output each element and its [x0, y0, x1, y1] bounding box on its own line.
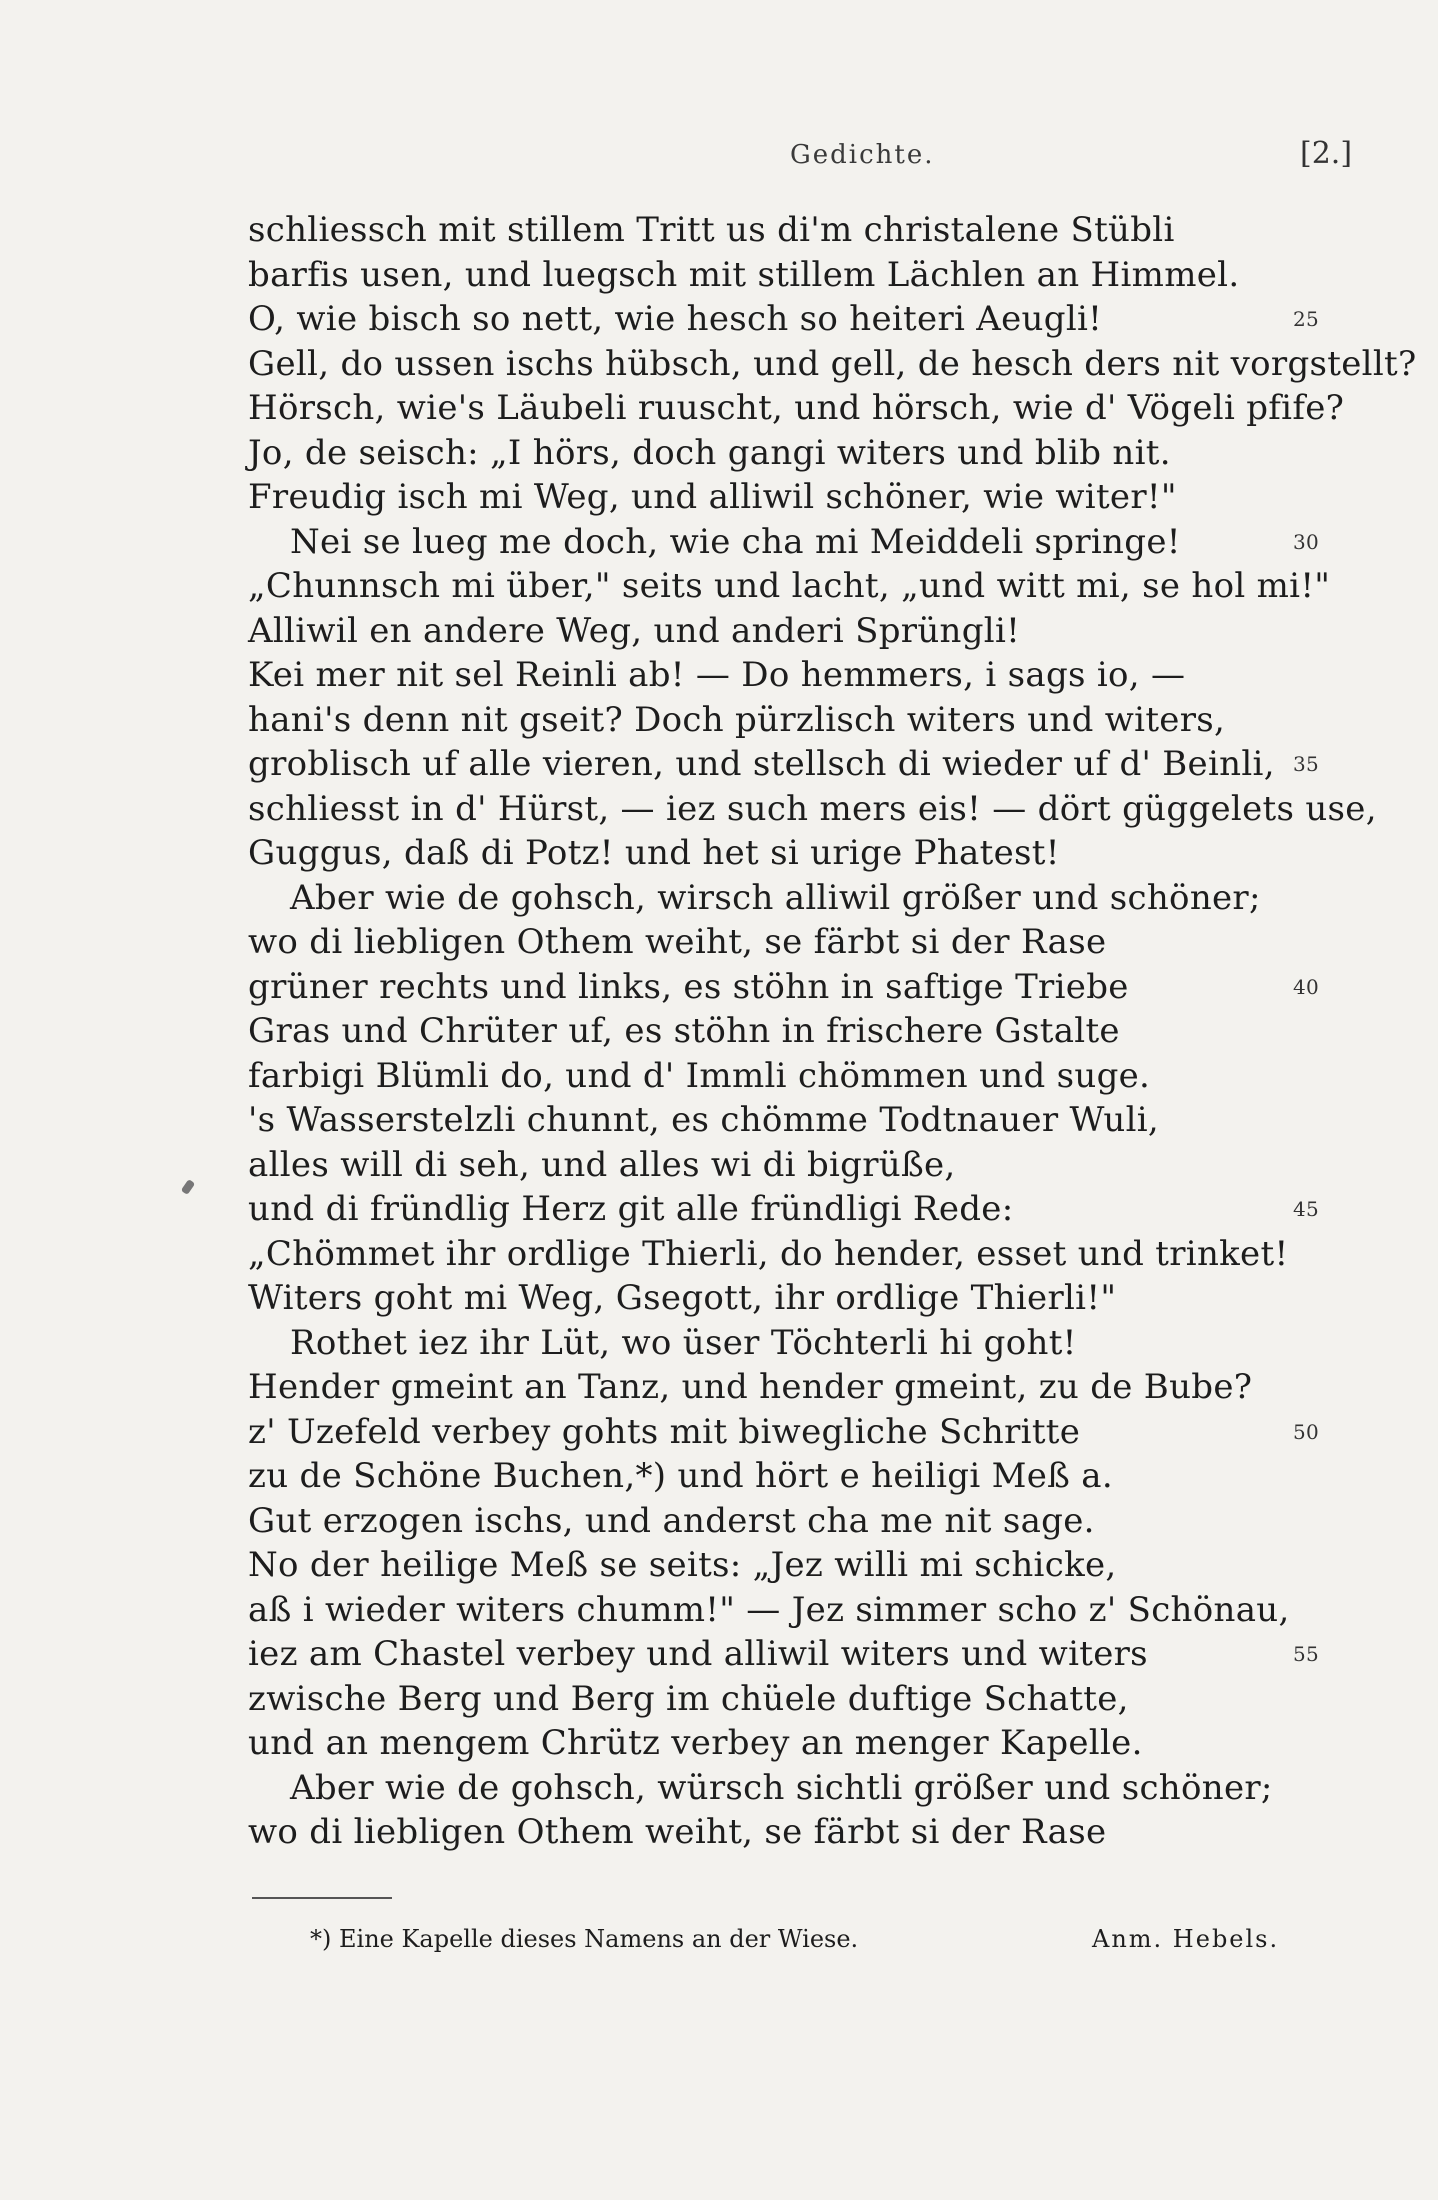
verse-line-text: Jo, de seisch: „I hörs, doch gangi witers und blib nit.	[248, 432, 1171, 473]
verse-line	[248, 831, 1268, 876]
verse-line-text: alles will di seh, und alles wi di bigrüße,	[248, 1144, 956, 1185]
verse-line-text: Witers goht mi Weg, Gsegott, ihr ordlige Thierli!"	[248, 1278, 1117, 1318]
verse-line-text: schliessch mit stillem Tritt us di'm christalene Stübli	[248, 210, 1175, 250]
verse-line	[248, 475, 1268, 520]
footnote-text: *) Eine Kapelle dieses Namens an der Wiese.	[310, 1925, 859, 1953]
verse-line-text: zwische Berg und Berg im chüele duftige Schatte,	[248, 1678, 1129, 1719]
footnote-attribution: Anm. Hebels.	[1092, 1925, 1280, 1953]
line-number: 40	[1293, 974, 1320, 999]
verse-line-text: barfis usen, und luegsch mit stillem Lächlen an Himmel.	[248, 254, 1240, 295]
footnote-rule	[252, 1897, 392, 1899]
verse-line	[248, 208, 1268, 253]
line-number: 25	[1293, 307, 1320, 331]
verse-line-text: aß i wieder witers chumm!" — Jez simmer scho z' Schönau,	[248, 1589, 1290, 1630]
verse-line	[248, 1499, 1268, 1544]
verse-line	[248, 920, 1268, 965]
verse-line-text: zu de Schöne Buchen,*) und hört e heiligi Meß a.	[248, 1456, 1113, 1496]
verse-line-text: Freudig isch mi Weg, und alliwil schöner, wie witer!"	[248, 477, 1177, 517]
verse-line-text: Hender gmeint an Tanz, und hender gmeint, zu de Bube?	[248, 1367, 1253, 1407]
verse-line-text: schliesst in d' Hürst, — iez such mers eis! — dört güggelets use,	[248, 788, 1377, 829]
verse-line	[248, 1632, 1320, 1677]
verse-line-text: 's Wasserstelzli chunnt, es chömme Todtnauer Wuli,	[248, 1100, 1160, 1140]
verse-line	[248, 386, 1345, 431]
verse-line	[248, 1187, 1320, 1232]
running-header-title: Gedichte.	[790, 140, 935, 170]
verse-line	[248, 1276, 1268, 1321]
verse-line-text: „Chunnsch mi über," seits und lacht, „und witt mi, se hol mi!"	[248, 566, 1331, 606]
verse-line-text: z' Uzefeld verbey gohts mit biwegliche Schritte	[248, 1411, 1081, 1452]
verse-line-text: Gell, do ussen ischs hübsch, und gell, de hesch ders nit vorgstellt?	[248, 343, 1417, 384]
verse-line	[248, 342, 1417, 387]
verse-line-text: wo di liebligen Othem weiht, se färbt si der Rase	[248, 922, 1107, 962]
verse-line	[248, 520, 1320, 565]
verse-line-text: Gut erzogen ischs, und anderst cha me nit sage.	[248, 1500, 1095, 1541]
line-number: 35	[1293, 752, 1320, 776]
verse-line-text: iez am Chastel verbey und alliwil witers und witers	[248, 1634, 1148, 1674]
verse-line	[248, 965, 1320, 1010]
verse-line	[248, 564, 1331, 609]
line-number: 30	[1293, 529, 1320, 554]
verse-line	[248, 1410, 1320, 1455]
verse-line-text: Hörsch, wie's Läubeli ruuscht, und hörsch, wie d' Vögeli pfife?	[248, 388, 1345, 428]
verse-line-text: Aber wie de gohsch, wirsch alliwil größer und schöner;	[290, 877, 1261, 918]
verse-line	[248, 1232, 1289, 1277]
verse-line	[248, 1766, 1273, 1811]
verse-line-text: No der heilige Meß se seits: „Jez willi mi schicke,	[248, 1545, 1117, 1585]
verse-line-text: Guggus, daß di Potz! und het si urige Phatest!	[248, 833, 1060, 873]
verse-line-text: Rothet iez ihr Lüt, wo üser Töchterli hi goht!	[290, 1322, 1077, 1363]
verse-line	[248, 609, 1268, 654]
verse-line-text: „Chömmet ihr ordlige Thierli, do hender, esset und trinket!	[248, 1233, 1289, 1274]
verse-line	[248, 1321, 1268, 1366]
verse-line-text: und an mengem Chrütz verbey an menger Kapelle.	[248, 1723, 1143, 1763]
verse-line-text: Alliwil en andere Weg, und anderi Sprüngli!	[248, 610, 1021, 651]
verse-line	[248, 742, 1320, 787]
verse-line	[248, 297, 1320, 342]
verse-line	[248, 1143, 1268, 1188]
verse-line-text: und di fründlig Herz git alle fründligi Rede:	[248, 1189, 1014, 1229]
verse-line	[248, 787, 1377, 832]
verse-line	[248, 653, 1268, 698]
verse-line	[248, 1543, 1268, 1588]
page-number: [2.]	[1300, 136, 1353, 171]
verse-line	[248, 1054, 1268, 1099]
verse-line-text: Kei mer nit sel Reinli ab! — Do hemmers, i sags io, —	[248, 655, 1186, 695]
verse-line	[248, 1588, 1290, 1633]
verse-line	[248, 431, 1268, 476]
verse-line	[248, 1810, 1268, 1855]
line-number: 50	[1293, 1419, 1320, 1444]
line-number: 45	[1293, 1197, 1320, 1221]
verse-line-text: Nei se lueg me doch, wie cha mi Meiddeli springe!	[290, 521, 1181, 562]
verse-line	[248, 253, 1268, 298]
verse-line-text: hani's denn nit gseit? Doch pürzlisch witers und witers,	[248, 699, 1226, 740]
line-number: 55	[1293, 1642, 1320, 1666]
verse-line	[248, 876, 1268, 921]
verse-line-text: wo di liebligen Othem weiht, se färbt si der Rase	[248, 1812, 1107, 1852]
verse-line-text: O, wie bisch so nett, wie hesch so heiteri Aeugli!	[248, 299, 1103, 339]
verse-line	[248, 1677, 1268, 1722]
verse-line	[248, 1454, 1268, 1499]
verse-line-text: grüner rechts und links, es stöhn in saftige Triebe	[248, 966, 1129, 1007]
verse-line	[248, 1098, 1268, 1143]
verse-line-text: groblisch uf alle vieren, und stellsch di wieder uf d' Beinli,	[248, 744, 1275, 784]
paper-speck	[181, 1179, 196, 1195]
verse-line	[248, 1365, 1268, 1410]
verse-line-text: farbigi Blümli do, und d' Immli chömmen und suge.	[248, 1055, 1151, 1096]
verse-line	[248, 1009, 1268, 1054]
poem-verse-block	[248, 208, 1417, 1855]
verse-line	[248, 698, 1268, 743]
verse-line	[248, 1721, 1268, 1766]
verse-line-text: Gras und Chrüter uf, es stöhn in frischere Gstalte	[248, 1011, 1120, 1051]
verse-line-text: Aber wie de gohsch, würsch sichtli größer und schöner;	[290, 1767, 1273, 1808]
